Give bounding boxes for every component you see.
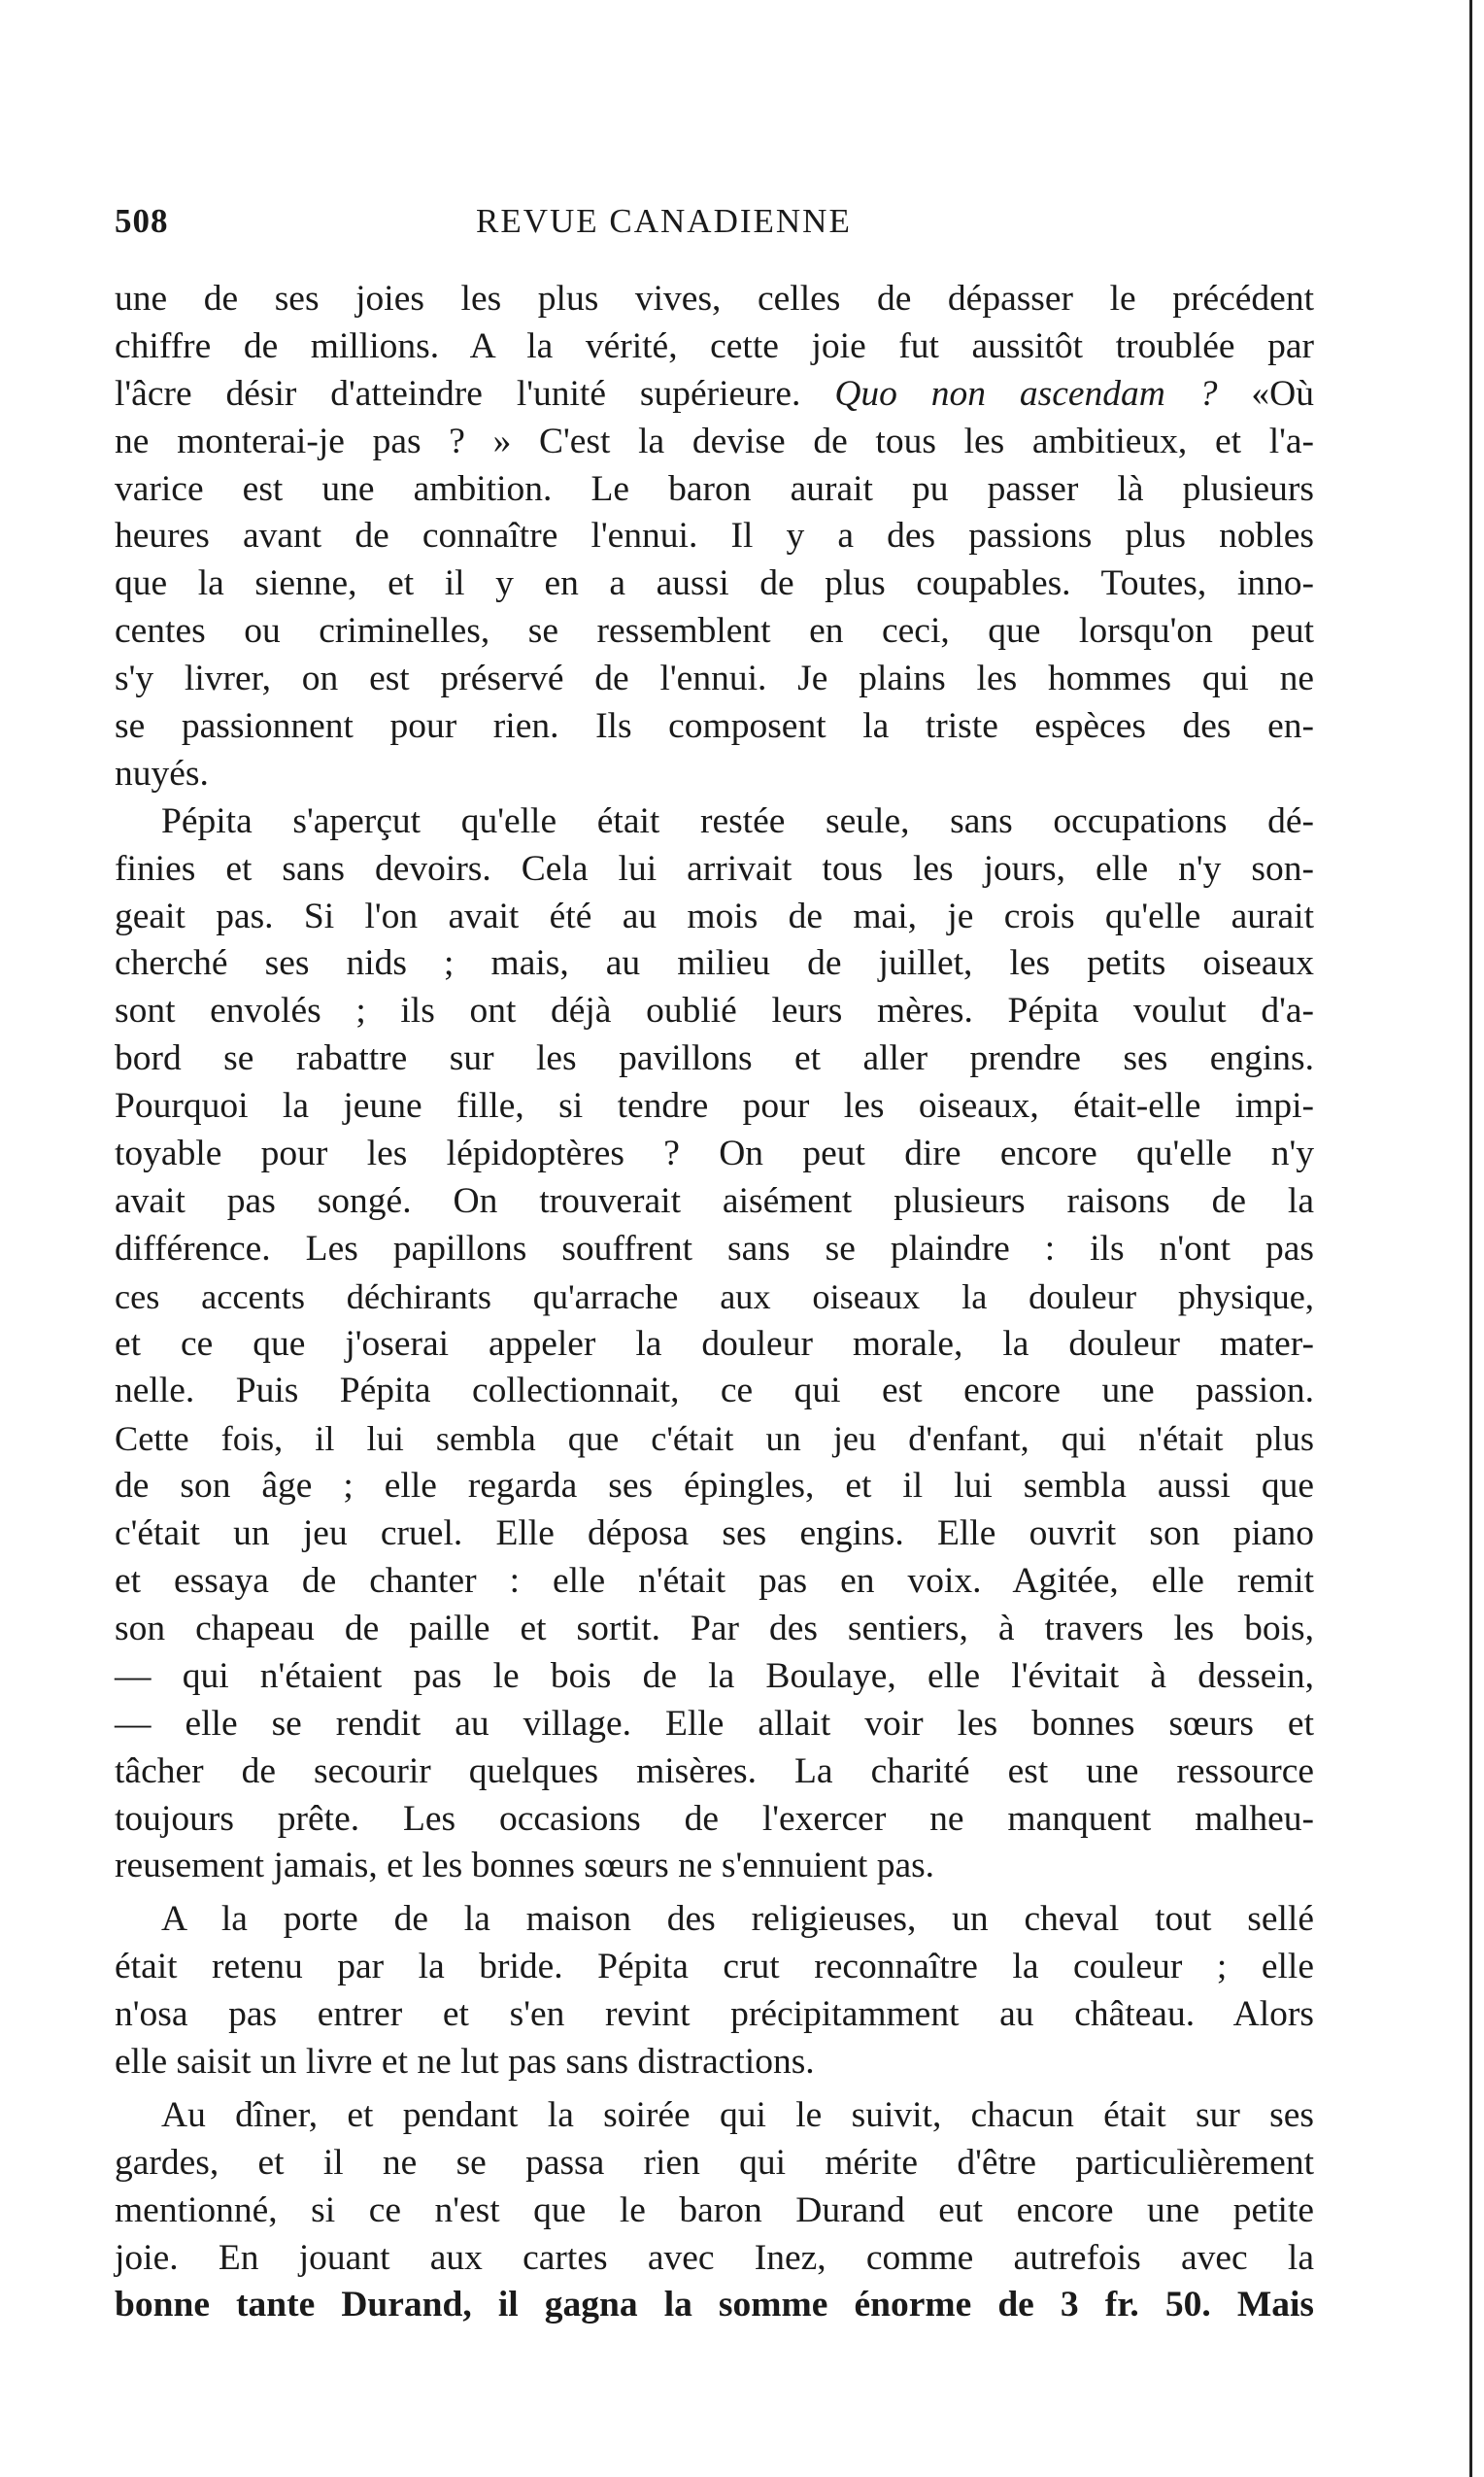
text-line: cherché ses nids ; mais, au milieu de juillet, les petits oiseaux — [115, 943, 1314, 984]
text-line: nuyés. — [115, 753, 209, 794]
paragraph-4 — [115, 2092, 1314, 2329]
text-line: finies et sans devoirs. Cela lui arrivait tous les jours, elle n'y son- — [115, 848, 1314, 889]
page-header — [115, 202, 921, 251]
text-line: sont envolés ; ils ont déjà oublié leurs mères. Pépita voulut d'a- — [115, 991, 1314, 1032]
text-line: bord se rabattre sur les pavillons et aller prendre ses engins. — [115, 1038, 1314, 1079]
text-line: et ce que j'oserai appeler la douleur morale, la douleur mater- — [115, 1323, 1314, 1364]
text-line: — elle se rendit au village. Elle allait voir les bonnes sœurs et — [115, 1703, 1314, 1744]
paragraph-3 — [115, 1896, 1314, 2087]
text-line: avait pas songé. On trouverait aisément plusieurs raisons de la — [115, 1180, 1314, 1221]
text-line: c'était un jeu cruel. Elle déposa ses engins. Elle ouvrit son piano — [115, 1513, 1314, 1554]
text-line: de son âge ; elle regarda ses épingles, et il lui sembla aussi que — [115, 1466, 1314, 1507]
text-line: une de ses joies les plus vives, celles de dépasser le précédent — [115, 279, 1314, 319]
text-line: chiffre de millions. A la vérité, cette joie fut aussitôt troublée par — [115, 325, 1314, 366]
paragraph-1 — [115, 276, 1314, 798]
paragraph-2 — [115, 798, 1314, 1890]
text-line: Cette fois, il lui sembla que c'était un jeu d'enfant, qui n'était plus — [115, 1419, 1314, 1459]
text-segment: l'âcre désir d'atteindre l'unité supérieure. — [115, 373, 801, 414]
running-title: REVUE CANADIENNE — [476, 202, 852, 240]
page-edge-divider — [1469, 0, 1472, 2477]
text-line: toyable pour les lépidoptères ? On peut dire encore qu'elle n'y — [115, 1134, 1314, 1174]
text-line: heures avant de connaître l'ennui. Il y a des passions plus nobles — [115, 516, 1314, 557]
text-line: Pourquoi la jeune fille, si tendre pour les oiseaux, était-elle impi- — [115, 1086, 1314, 1127]
text-line: ne monterai-je pas ? » C'est la devise de tous les ambitieux, et l'a- — [115, 421, 1314, 461]
text-line: centes ou criminelles, se ressemblent en ceci, que lorsqu'on peut — [115, 611, 1314, 652]
body-text — [115, 276, 1314, 2329]
text-line: son chapeau de paille et sortit. Par des sentiers, à travers les bois, — [115, 1608, 1314, 1648]
text-line: était retenu par la bride. Pépita crut reconnaître la couleur ; elle — [115, 1947, 1314, 1987]
text-line: que la sienne, et il y en a aussi de plus coupables. Toutes, inno- — [115, 563, 1314, 604]
text-line-with-quote — [115, 371, 1314, 419]
text-line: et essaya de chanter : elle n'était pas en voix. Agitée, elle remit — [115, 1561, 1314, 1602]
text-line: se passionnent pour rien. Ils composent la triste espèces des en- — [115, 706, 1314, 747]
text-line: ces accents déchirants qu'arrache aux oiseaux la douleur physique, — [115, 1276, 1314, 1316]
text-line: — qui n'étaient pas le bois de la Boulaye, elle l'évitait à dessein, — [115, 1655, 1314, 1696]
text-line: tâcher de secourir quelques misères. La charité est une ressource — [115, 1750, 1314, 1791]
text-line: n'osa pas entrer et s'en revint précipitamment au château. Alors — [115, 1994, 1314, 2035]
latin-quote: Quo non ascendam ? — [834, 373, 1218, 414]
text-line: mentionné, si ce n'est que le baron Durand eut encore une petite — [115, 2189, 1314, 2230]
text-line: toujours prête. Les occasions de l'exercer ne manquent malheu- — [115, 1798, 1314, 1839]
text-line: Au dîner, et pendant la soirée qui le suivit, chacun était sur ses — [161, 2094, 1314, 2135]
text-line: s'y livrer, on est préservé de l'ennui. Je plains les hommes qui ne — [115, 659, 1314, 699]
text-segment: «Où — [1251, 373, 1314, 414]
text-line: Pépita s'aperçut qu'elle était restée seule, sans occupations dé- — [161, 800, 1314, 841]
text-line: nelle. Puis Pépita collectionnait, ce qui est encore une passion. — [115, 1371, 1314, 1411]
text-line: joie. En jouant aux cartes avec Inez, comme autrefois avec la — [115, 2237, 1314, 2278]
text-line: elle saisit un livre et ne lut pas sans distractions. — [115, 2041, 815, 2082]
text-line: bonne tante Durand, il gagna la somme énorme de 3 fr. 50. Mais — [115, 2285, 1314, 2325]
text-line: différence. Les papillons souffrent sans se plaindre : ils n'ont pas — [115, 1228, 1314, 1269]
text-line: reusement jamais, et les bonnes sœurs ne s'ennuient pas. — [115, 1846, 935, 1886]
text-line: A la porte de la maison des religieuses, un cheval tout sellé — [161, 1899, 1314, 1940]
text-line: gardes, et il ne se passa rien qui mérite d'être particulièrement — [115, 2142, 1314, 2183]
text-line: geait pas. Si l'on avait été au mois de mai, je crois qu'elle aurait — [115, 896, 1314, 936]
page-number: 508 — [115, 202, 169, 240]
text-line: varice est une ambition. Le baron aurait pu passer là plusieurs — [115, 468, 1314, 509]
